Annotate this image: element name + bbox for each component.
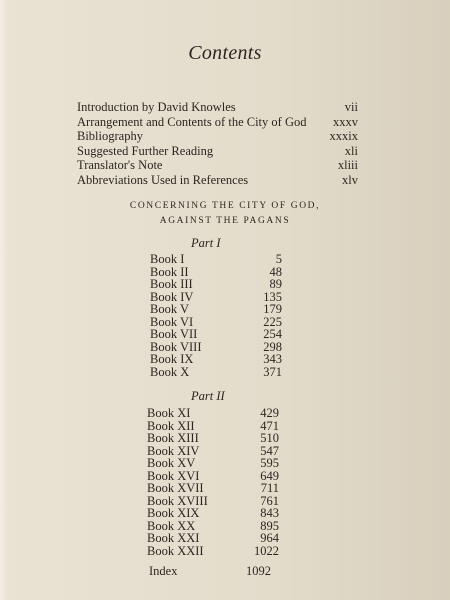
part-heading: Part II <box>191 389 225 403</box>
book-name: Book X <box>150 364 190 379</box>
work-heading-line1: CONCERNING THE CITY OF GOD, <box>129 201 321 211</box>
book-entry <box>147 457 279 470</box>
book-page-number: 843 <box>260 506 279 520</box>
entry-label: Introduction by David Knowles <box>77 100 236 114</box>
entry-page: xlv <box>342 172 358 187</box>
book-entry <box>150 303 282 316</box>
index-page-number: 1092 <box>246 564 271 578</box>
book-name: Book XIV <box>147 443 200 458</box>
book-name: Book XX <box>147 518 196 533</box>
book-name: Book XIII <box>147 431 199 445</box>
part-heading: Part I <box>191 236 221 250</box>
book-entry <box>147 545 279 558</box>
book-page-number: 547 <box>260 443 279 458</box>
book-name: Book XVI <box>147 468 200 483</box>
work-heading-line2: AGAINST THE PAGANS <box>159 216 291 226</box>
book-page-number: 48 <box>269 264 282 279</box>
book-page-number: 135 <box>263 289 282 304</box>
book-page-number: 761 <box>260 493 279 508</box>
toc-entry <box>77 158 358 173</box>
book-page-number: 895 <box>260 518 279 533</box>
book-page-number: 343 <box>263 352 282 366</box>
book-page-number: 225 <box>263 314 282 329</box>
toc-entry <box>77 144 358 159</box>
entry-label: Arrangement and Contents of the City of God <box>77 114 307 129</box>
entry-page: xxxix <box>329 129 358 143</box>
page-gutter <box>0 0 9 600</box>
book-name: Book VI <box>150 314 194 329</box>
book-page-number: 89 <box>269 277 282 291</box>
book-page-number: 298 <box>263 339 282 354</box>
book-name: Book IX <box>150 352 194 366</box>
book-page-number: 510 <box>260 431 279 445</box>
entry-label: Translator's Note <box>77 158 163 172</box>
book-entry <box>147 482 279 495</box>
book-page-number: 371 <box>263 364 282 379</box>
book-page-number: 254 <box>263 327 282 341</box>
entry-page: xliii <box>337 158 358 172</box>
index-entry <box>149 564 271 579</box>
book-entry <box>150 278 282 291</box>
entry-label: Bibliography <box>77 129 143 143</box>
book-name: Book XVIII <box>147 493 208 508</box>
book-name: Book III <box>150 277 193 291</box>
book-name: Book IV <box>150 289 194 304</box>
book-name: Book XXI <box>147 531 200 545</box>
toc-entry <box>77 173 358 188</box>
book-entry <box>150 253 282 266</box>
toc-entry <box>77 100 358 115</box>
book-entry <box>147 532 279 545</box>
entry-page: vii <box>344 100 358 114</box>
part1-book-list <box>150 253 282 378</box>
book-page-number: 711 <box>260 481 279 495</box>
entry-label: Abbreviations Used in References <box>77 172 249 187</box>
book-name: Book VII <box>150 327 198 341</box>
book-name: Book V <box>150 302 190 316</box>
book-entry <box>147 432 279 445</box>
book-page-number: 649 <box>260 468 279 483</box>
index-label: Index <box>149 564 178 578</box>
toc-entry <box>77 129 358 144</box>
book-name: Book XI <box>147 406 191 420</box>
toc-entry <box>77 115 358 130</box>
book-page-number: 429 <box>260 406 279 420</box>
entry-label: Suggested Further Reading <box>77 143 214 158</box>
book-entry <box>147 407 279 420</box>
book-page-number: 179 <box>263 302 282 316</box>
book-name: Book XIX <box>147 506 200 520</box>
book-page-number: 5 <box>275 252 282 266</box>
book-name: Book XVII <box>147 481 204 495</box>
book-entry <box>147 507 279 520</box>
book-page-number: 964 <box>260 531 279 545</box>
book-name: Book XII <box>147 418 195 433</box>
book-entry <box>150 353 282 366</box>
book-page-number: 471 <box>260 418 279 433</box>
book-name: Book XXII <box>147 543 204 558</box>
page-title: Contents <box>188 42 262 64</box>
entry-page: xli <box>344 143 358 158</box>
book-page-number: 1022 <box>254 543 279 558</box>
front-matter-list <box>77 100 358 187</box>
book-page-number: 595 <box>260 456 279 470</box>
book-name: Book VIII <box>150 339 202 354</box>
book-name: Book XV <box>147 456 196 470</box>
book-name: Book I <box>150 252 185 266</box>
part2-book-list <box>147 407 279 557</box>
entry-page: xxxv <box>333 114 358 129</box>
book-entry <box>150 328 282 341</box>
book-entry <box>150 366 282 379</box>
book-name: Book II <box>150 264 189 279</box>
